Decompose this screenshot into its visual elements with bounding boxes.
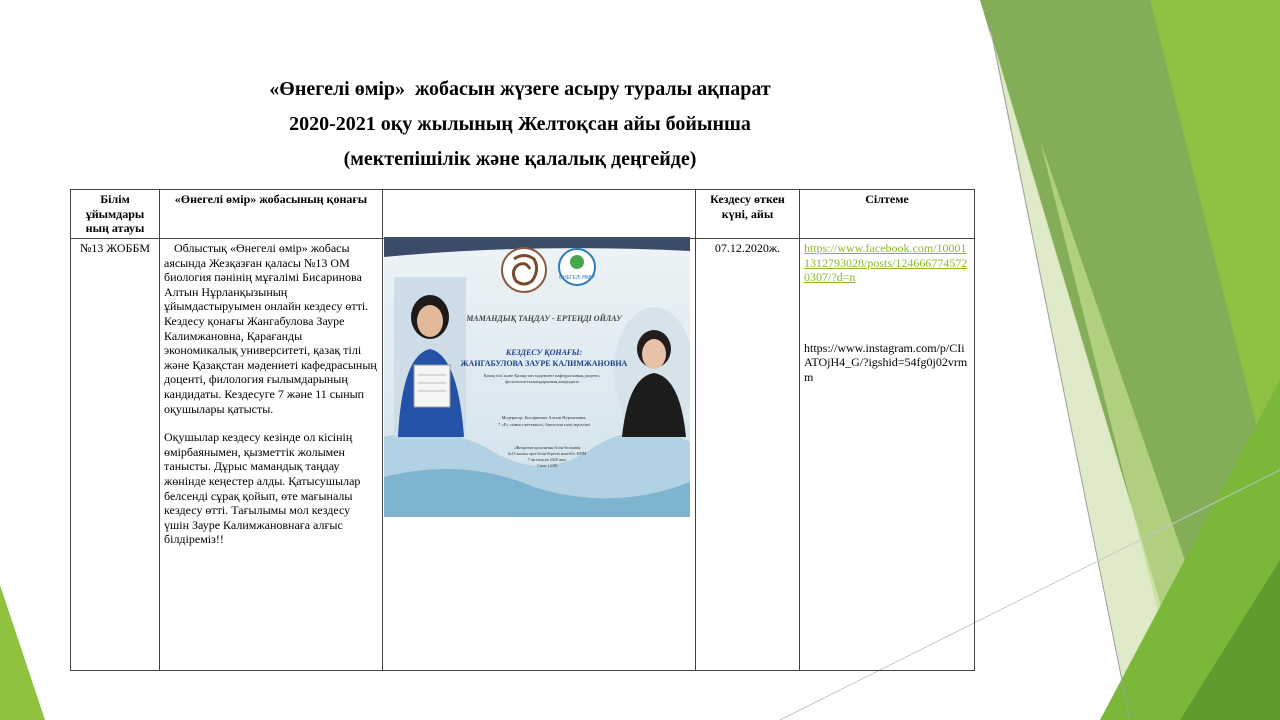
poster-banner-text: МАМАНДЫҚ ТАҢДАУ - ЕРТЕҢДІ ОЙЛАУ <box>466 314 622 323</box>
poster-footer-2: №13 жалпы орта білім беретін мектебі» КММ <box>507 451 587 456</box>
header-organization: Білім ұйымдары ның атауы <box>71 190 160 239</box>
table-row <box>71 239 975 671</box>
poster-guest-heading: КЕЗДЕСУ ҚОНАҒЫ: <box>505 348 583 357</box>
header-link: Сілтеме <box>800 190 975 239</box>
instagram-link-text: https://www.instagram.com/p/CIiATOjH4_G/?igshid=54fg0j02vrmm <box>804 340 968 384</box>
info-table <box>70 189 975 671</box>
table-header-row <box>71 190 975 239</box>
poster-guest-title-1: Қазақ тілі және Қазақстан мәдениеті кафедрасының доценті, <box>483 373 601 378</box>
title-line-1: «Өнегелі өмір» жобасын жүзеге асыру туралы ақпарат <box>269 78 771 100</box>
title-line-3: (мектепішілік және қалалық деңгейде) <box>343 148 697 170</box>
cell-description <box>160 239 383 671</box>
poster-guest-title-2: филология ғылымдарының кандидаты <box>505 379 579 384</box>
poster-guest-name: ЖАНГАБУЛОВА ЗАУРЕ КАЛИМЖАНОВНА <box>460 359 628 368</box>
poster-footer-4: Сағат 12:00 <box>537 463 557 468</box>
poster-footer-1: «Жезқазған қаласының білім бөлімінің <box>513 445 581 450</box>
page-title <box>120 72 920 177</box>
poster-moderator-2: 7 «Е» сынып жетекшісі, биология пәні мұғалімі <box>498 422 590 427</box>
facebook-link[interactable]: https://www.facebook.com/100011312793028/posts/1246667745720307/?d=n <box>804 241 968 285</box>
title-line-2: 2020-2021 оқу жылының Желтоқсан айы бойынша <box>289 113 751 135</box>
cell-photo <box>383 239 696 671</box>
poster-logo-text: ӨНЕГЕЛІ ӨМІР <box>559 275 595 281</box>
header-photo <box>383 190 696 239</box>
cell-date: 07.12.2020ж. <box>696 239 800 671</box>
poster-moderator-1: Модератор: Бисаринова Алтын Нурлановна, <box>501 415 587 420</box>
header-guest: «Өнегелі өмір» жобасының қонағы <box>160 190 383 239</box>
description-paragraph-2: Оқушылар кездесу кезінде ол кісінің өмірбаянымен, қызметтік жолымен танысты. Дұрыс мамандық таңдау жөнінде кеңестер алды. Қатысушылар белсенді сұрақ қойып, өте мағыналы кездесу өтті. Тағылымы мол кездесу үшін Зауре Калимжановнаға алғыс білдіреміз!! <box>164 430 361 547</box>
description-paragraph-1: Облыстық «Өнегелі өмір» жобасы аясында Жезқазған қаласы №13 ОМ биология пәнінің мұғалімі Бисаринова Алтын Нұрланқызының ұйымдастыруымен онлайн кездесу өтті. Кездесу қонағы Жангабулова Зауре Калимжановна, Қарағанды экономикалық университеті, қазақ тілі және Қазақстан мәдениеті кафедрасының доценті, филология ғылымдарының кандидаты. Кездесуге 7 және 11 сынып оқушылары қатысты. <box>164 241 377 416</box>
event-poster-image <box>384 237 690 517</box>
poster-footer-3: 7 желтоқсан 2020 жыл <box>527 457 567 462</box>
header-date: Кездесу өткен күні, айы <box>696 190 800 239</box>
cell-organization: №13 ЖОББМ <box>71 239 160 671</box>
cell-link <box>800 239 975 671</box>
